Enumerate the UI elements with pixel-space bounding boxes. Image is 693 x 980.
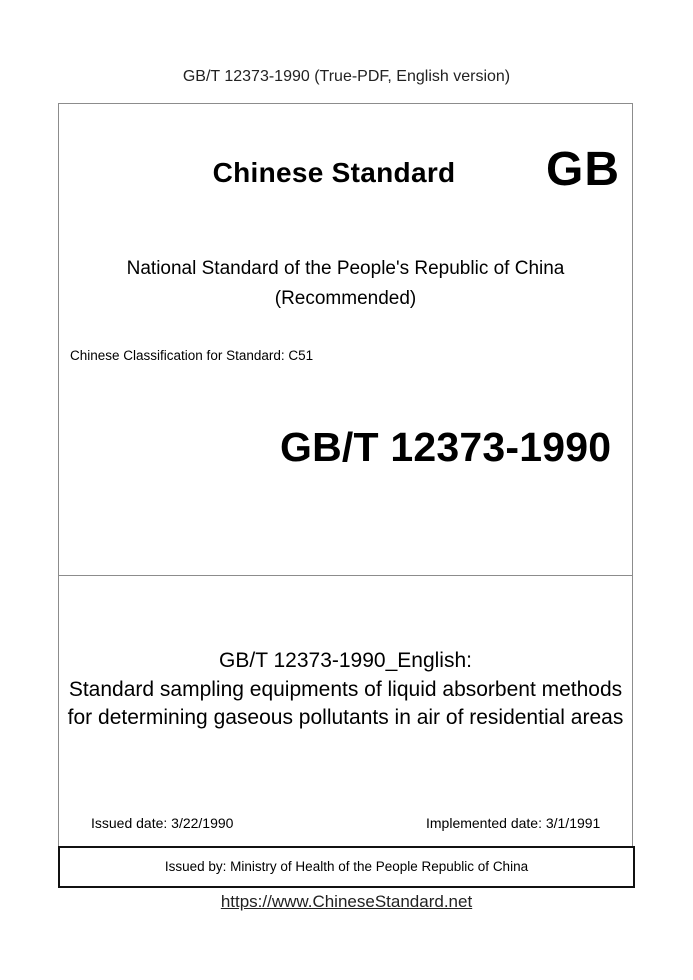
classification: Chinese Classification for Standard: C51 xyxy=(70,348,314,363)
document-header: GB/T 12373-1990 (True-PDF, English version) xyxy=(182,68,511,85)
issuer-line: Issued by: Ministry of Health of the People Republic of China xyxy=(164,859,529,874)
issued-date: Issued date: 3/22/1990 xyxy=(91,815,234,831)
subject-code-line: GB/T 12373-1990_English: xyxy=(219,649,472,672)
gb-mark: GB xyxy=(546,143,620,196)
standard-title: Chinese Standard xyxy=(212,157,456,188)
subject-title-line-1: Standard sampling equipments of liquid absorbent methods xyxy=(68,678,623,701)
national-standard-line: National Standard of the People's Republic of China xyxy=(126,258,565,279)
recommended-label: (Recommended) xyxy=(274,288,417,309)
implemented-date: Implemented date: 3/1/1991 xyxy=(426,815,601,831)
subject-title-line-2: for determining gaseous pollutants in air of residential areas xyxy=(67,706,624,729)
website-link[interactable]: https://www.ChineseStandard.net xyxy=(220,892,473,911)
standard-code: GB/T 12373-1990 xyxy=(280,424,612,470)
